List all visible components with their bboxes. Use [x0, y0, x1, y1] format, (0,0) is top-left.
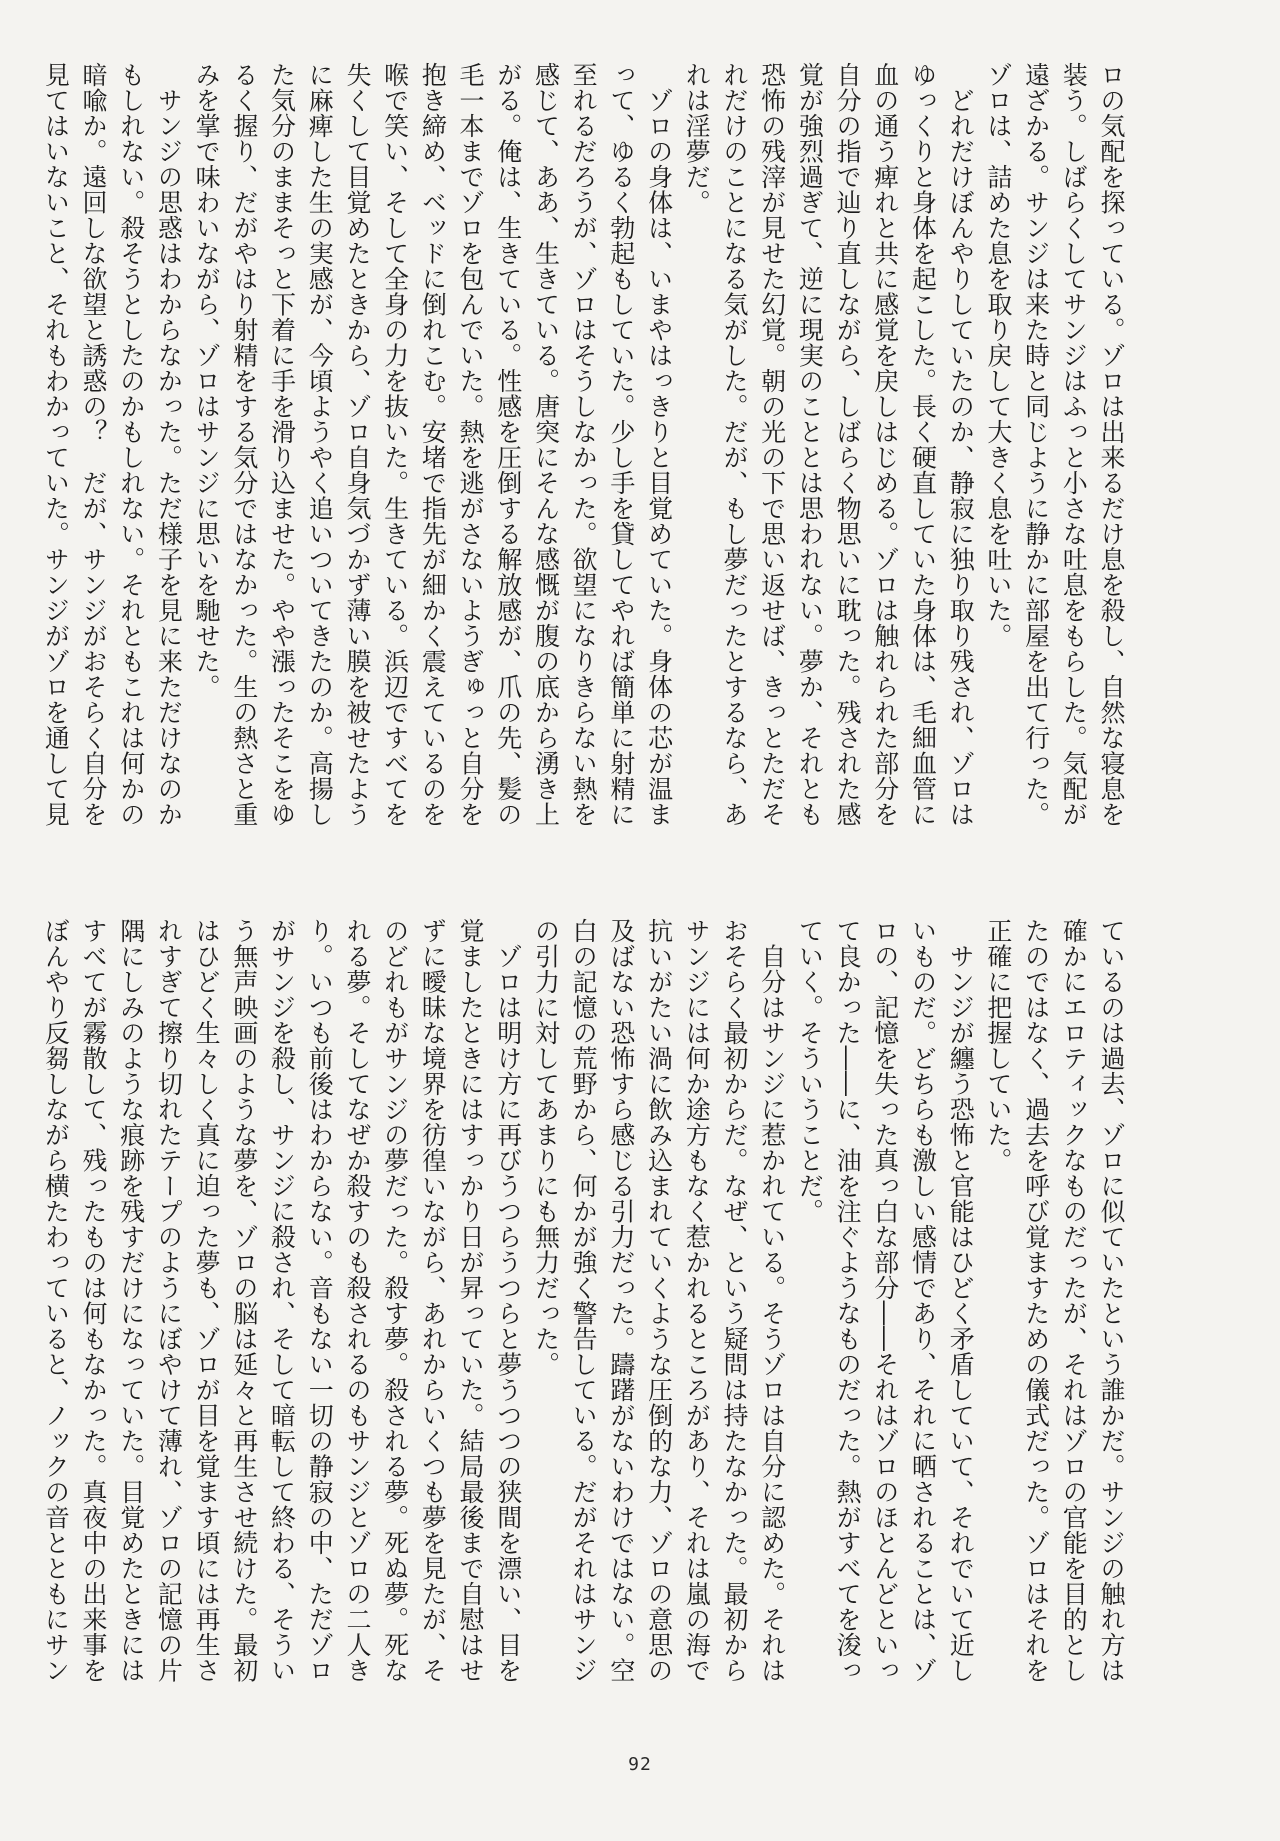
text-column: 感じて、ああ、生きている。唐突にそんな感慨が腹の底から湧き上: [531, 62, 561, 827]
lower-text-block: [41, 918, 1130, 1723]
text-column: 抱き締め、ベッドに倒れこむ。安堵で指先が細かく震えているのを: [418, 62, 448, 827]
text-column: 至れるだろうが、ゾロはそうしなかった。欲望になりきらない熱を: [569, 62, 599, 827]
text-column: ぼんやり反芻しながら横たわっていると、ノックの音とともにサン: [41, 918, 71, 1683]
text-column: 白の記憶の荒野から、何かが強く警告している。だがそれはサンジ: [569, 918, 599, 1683]
text-column: 見てはいないこと、それもわかっていた。サンジがゾロを通して見: [41, 62, 71, 827]
text-column: に麻痺した生の実感が、今頃ようやく追いついてきたのか。高揚し: [305, 62, 335, 827]
text-column: ゾロの身体は、いまやはっきりと目覚めていた。身体の芯が温ま: [644, 62, 674, 827]
text-column: 喉で笑い、そして全身の力を抜いた。生きている。浜辺ですべてを: [380, 62, 410, 827]
text-column: がサンジを殺し、サンジに殺され、そして暗転して終わる、そうい: [267, 918, 297, 1683]
text-column: ロの気配を探っている。ゾロは出来るだけ息を殺し、自然な寝息を: [1097, 62, 1126, 827]
text-column: みを掌で味わいながら、ゾロはサンジに思いを馳せた。: [192, 62, 222, 700]
text-column: 装う。しばらくしてサンジはふっと小さな吐息をもらした。気配が: [1059, 62, 1089, 827]
text-column: 遠ざかる。サンジは来た時と同じように静かに部屋を出て行った。: [1021, 62, 1051, 827]
text-column: サンジが纏う恐怖と官能はひどく矛盾していて、それでいて近し: [946, 918, 976, 1683]
text-column: ゾロは明け方に再びうつらうつらと夢うつつの狭間を漂い、目を: [493, 918, 523, 1683]
text-column: 失くして目覚めたときから、ゾロ自身気づかず薄い膜を被せたよう: [342, 62, 372, 827]
text-column: ロの、記憶を失った真っ白な部分――それはゾロのほとんどといっ: [870, 918, 900, 1683]
text-column: ゾロは、詰めた息を取り戻して大きく息を吐いた。: [983, 62, 1013, 649]
text-column: り。いつも前後はわからない。音もない一切の静寂の中、ただゾロ: [305, 918, 335, 1683]
text-column: がる。俺は、生きている。性感を圧倒する解放感が、爪の先、髪の: [493, 62, 523, 827]
text-column: れる夢。そしてなぜか殺すのも殺されるのもサンジとゾロの二人き: [342, 918, 372, 1683]
text-column: れは淫夢だ。: [682, 62, 712, 215]
text-column: ているのは過去、ゾロに似ていたという誰かだ。サンジの触れ方は: [1097, 918, 1126, 1683]
text-column: ずに曖昧な境界を彷徨いながら、あれからいくつも夢を見たが、そ: [418, 918, 448, 1683]
text-column: って、ゆるく勃起もしていた。少し手を貸してやれば簡単に射精に: [606, 62, 636, 827]
text-column: サンジの思惑はわからなかった。ただ様子を見に来ただけなのか: [154, 62, 184, 827]
text-column: たのではなく、過去を呼び覚ますための儀式だった。ゾロはそれを: [1021, 918, 1051, 1683]
text-column: て良かった――に、油を注ぐようなものだった。熱がすべてを浚っ: [833, 918, 863, 1683]
text-column: 覚ましたときにはすっかり日が昇っていた。結局最後まで自慰はせ: [456, 918, 486, 1683]
text-column: 抗いがたい渦に飲み込まれていくような圧倒的な力、ゾロの意思の: [644, 918, 674, 1683]
text-column: た気分のままそっと下着に手を滑り込ませた。やや漲ったそこをゆ: [267, 62, 297, 827]
text-column: るく握り、だがやはり射精をする気分ではなかった。生の熱さと重: [229, 62, 259, 827]
text-column: 血の通う痺れと共に感覚を戻しはじめる。ゾロは触れられた部分を: [870, 62, 900, 827]
text-column: ていく。そういうことだ。: [795, 918, 825, 1224]
text-column: いものだ。どちらも激しい感情であり、それに晒されることは、ゾ: [908, 918, 938, 1683]
text-column: もしれない。殺そうとしたのかもしれない。それともこれは何かの: [116, 62, 146, 827]
text-column: れだけのことになる気がした。だが、もし夢だったとするなら、あ: [719, 62, 749, 827]
text-column: すべてが霧散して、残ったものは何もなかった。真夜中の出来事を: [79, 918, 109, 1683]
text-column: おそらく最初からだ。なぜ、という疑問は持たなかった。最初から: [719, 918, 749, 1683]
page-number: 92: [628, 1754, 652, 1775]
text-column: ゆっくりと身体を起こした。長く硬直していた身体は、毛細血管に: [908, 62, 938, 827]
text-column: 覚が強烈過ぎて、逆に現実のこととは思われない。夢か、それとも: [795, 62, 825, 827]
text-column: はひどく生々しく真に迫った夢も、ゾロが目を覚ます頃には再生さ: [192, 918, 222, 1683]
text-column: れすぎて擦り切れたテープのようにぼやけて薄れ、ゾロの記憶の片: [154, 918, 184, 1683]
text-column: 恐怖の残滓が見せた幻覚。朝の光の下で思い返せば、きっとただそ: [757, 62, 787, 827]
text-column: 確かにエロティックなものだったが、それはゾロの官能を目的とし: [1059, 918, 1089, 1683]
text-column: 隅にしみのような痕跡を残すだけになっていた。目覚めたときには: [116, 918, 146, 1683]
text-column: 毛一本までゾロを包んでいた。熱を逃がさないようぎゅっと自分を: [456, 62, 486, 827]
upper-text-block: [41, 62, 1130, 867]
text-column: どれだけぼんやりしていたのか、静寂に独り取り残され、ゾロは: [946, 62, 976, 827]
text-column: 自分の指で辿り直しながら、しばらく物思いに耽った。残された感: [833, 62, 863, 827]
text-column: う無声映画のような夢を、ゾロの脳は延々と再生させ続けた。最初: [229, 918, 259, 1683]
text-column: 正確に把握していた。: [983, 918, 1013, 1173]
text-column: サンジには何か途方もなく惹かれるところがあり、それは嵐の海で: [682, 918, 712, 1683]
text-column: のどれもがサンジの夢だった。殺す夢。殺される夢。死ぬ夢。死な: [380, 918, 410, 1683]
text-column: 及ばない恐怖すら感じる引力だった。躊躇がないわけではない。空: [606, 918, 636, 1683]
text-column: 暗喩か。遠回しな欲望と誘惑の？ だが、サンジがおそらく自分を: [79, 62, 109, 827]
text-column: の引力に対してあまりにも無力だった。: [531, 918, 561, 1377]
text-column: 自分はサンジに惹かれている。そうゾロは自分に認めた。それは: [757, 918, 787, 1683]
